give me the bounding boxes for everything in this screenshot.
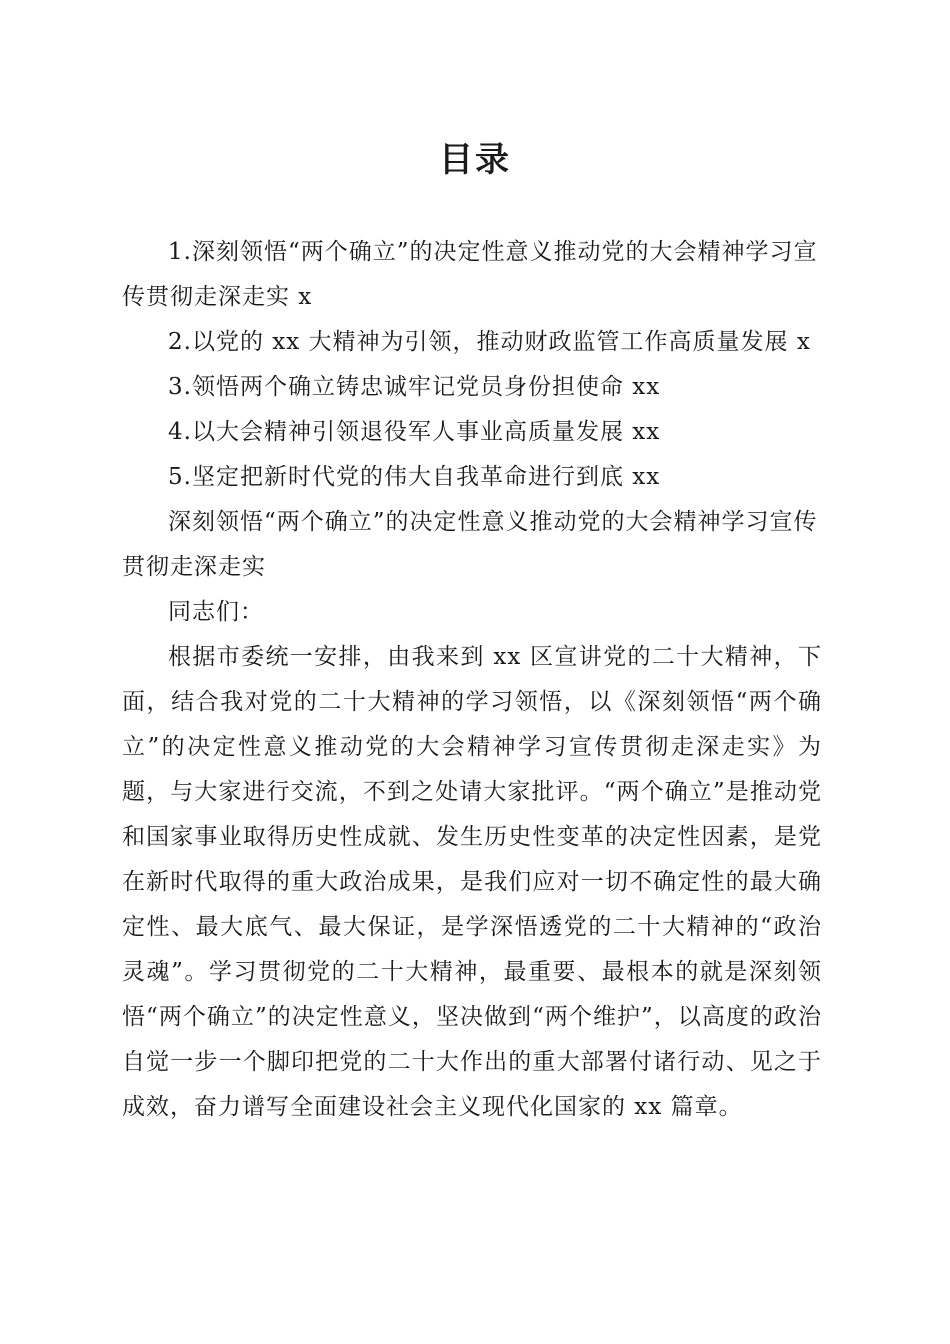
body-paragraph: 根据市委统一安排，由我来到 xx 区宣讲党的二十大精神，下面，结合我对党的二十大精神的学习领悟，以《深刻领悟“两个确立”的决定性意义推动党的大会精神学习宣传贯彻走深走实》为题，与大家进行交流，不到之处请大家批评。“两个确立”是推动党和国家事业取得历史性成就、发生历史性变革的决定性因素，是党在新时代取得的重大政治成果，是我们应对一切不确定性的最大确定性、最大底气、最大保证，是学深悟透党的二十大精神的“政治灵魂”。学习贯彻党的二十大精神，最重要、最根本的就是深刻领悟“两个确立”的决定性意义，坚决做到“两个维护”，以高度的政治自觉一步一个脚印把党的二十大作出的重大部署付诸行动、见之于成效，奋力谱写全面建设社会主义现代化国家的 xx 篇章。 (122, 644, 822, 1120)
toc-item-2: 2.以党的 xx 大精神为引领，推动财政监管工作高质量发展 x (168, 329, 811, 355)
toc-item-1: 1.深刻领悟“两个确立”的决定性意义推动党的大会精神学习宣传贯彻走深走实 x (122, 239, 818, 310)
article-heading: 深刻领悟“两个确立”的决定性意义推动党的大会精神学习宣传贯彻走深走实 (122, 509, 818, 580)
salutation: 同志们： (168, 599, 264, 625)
document-body (122, 230, 822, 1130)
page-title: 目录 (439, 140, 511, 180)
toc-item-5: 5.坚定把新时代党的伟大自我革命进行到底 xx (168, 464, 661, 490)
toc-item-4: 4.以大会精神引领退役军人事业高质量发展 xx (168, 419, 661, 445)
toc-item-3: 3.领悟两个确立铸忠诚牢记党员身份担使命 xx (168, 374, 661, 400)
